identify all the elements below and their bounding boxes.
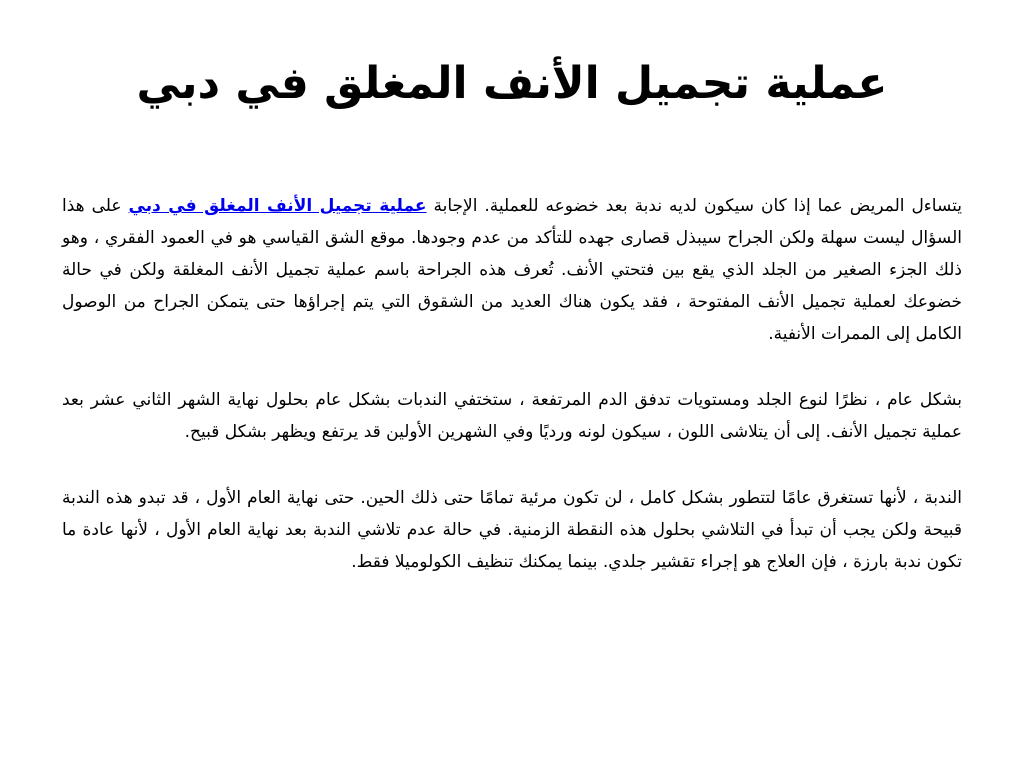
paragraph-2: بشكل عام ، نظرًا لنوع الجلد ومستويات تدفق الدم المرتفعة ، ستختفي الندبات بشكل عام بحلول نهاية الشهر الثاني عشر بعد عملية تجميل الأنف. إلى أن يتلاشى اللون ، سيكون لونه ورديًا وفي الشهرين الأولين قد يرتفع ويظهر بشكل قبيح. <box>62 390 962 442</box>
slide-title: عملية تجميل الأنف المغلق في دبي <box>136 58 888 109</box>
paragraph-1 <box>62 190 962 350</box>
slide-content <box>62 190 962 612</box>
paragraph-1-intro: يتساءل المريض عما إذا كان سيكون لديه ندبة بعد خضوعه للعملية. الإجابة <box>426 196 962 216</box>
paragraph-3: الندبة ، لأنها تستغرق عامًا لتتطور بشكل كامل ، لن تكون مرئية تمامًا حتى ذلك الحين. حتى نهاية العام الأول ، قد تبدو هذه الندبة قبيحة ولكن يجب أن تبدأ في التلاشي بحلول هذه النقطة الزمنية. في حالة عدم تلاشي الندبة بعد نهاية العام الأول ، لأنها عادة ما تكون ندبة بارزة ، فإن العلاج هو إجراء تقشير جلدي. بينما يمكنك تنظيف الكولوميلا فقط. <box>62 488 962 572</box>
paragraph-1-body: على هذا السؤال ليست سهلة ولكن الجراح سيبذل قصارى جهده للتأكد من عدم وجودها. موقع الشق القياسي هو في العمود الفقري ، وهو ذلك الجزء الصغير من الجلد الذي يقع بين فتحتي الأنف. تُعرف هذه الجراحة باسم عملية تجميل الأنف المغلقة ولكن في حالة خضوعك لعملية تجميل الأنف المفتوحة ، فقد يكون هناك العديد من الشقوق التي يتم إجراؤها حتى يتمكن الجراح من الوصول الكامل إلى الممرات الأنفية. <box>62 196 962 344</box>
closed-rhinoplasty-dubai-link[interactable]: عملية تجميل الأنف المغلق في دبي <box>128 196 427 216</box>
